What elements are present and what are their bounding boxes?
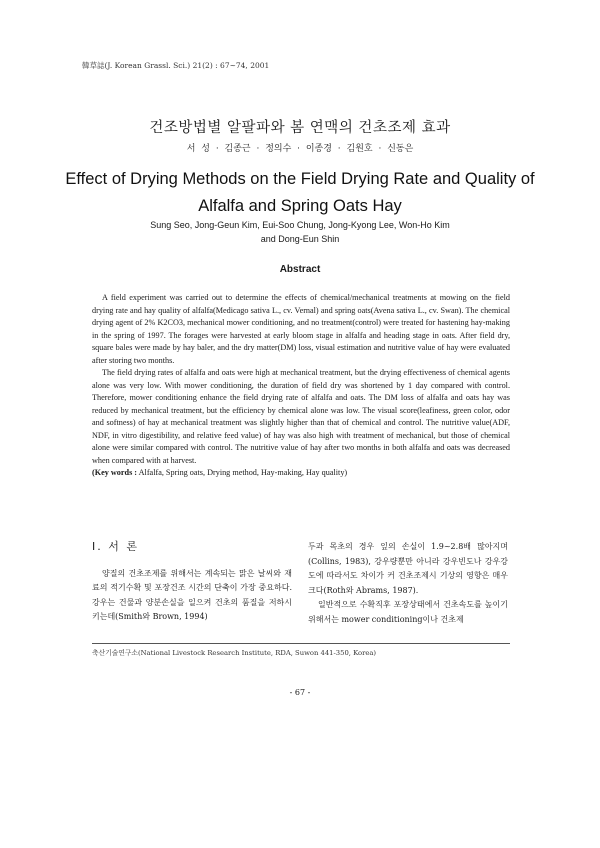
page-number: - 67 - [289, 688, 311, 697]
footnote-affiliation: 축산기술연구소(National Livestock Research Institute, RDA, Suwon 441-350, Korea) [92, 649, 377, 657]
authors-english-line1: Sung Seo, Jong-Geun Kim, Eui-Soo Chung, Jong-Kyong Lee, Won-Ho Kim [150, 220, 450, 230]
keywords-text: Alfalfa, Spring oats, Drying method, Hay-making, Hay quality) [138, 468, 348, 477]
abstract-heading: Abstract [279, 264, 321, 275]
abstract-paragraph-2: The field drying rates of alfalfa and oats were high at mechanical treatment, but the drying effectiveness of chemical agents alone was very low. With mower conditioning, the duration of field dry was shortened by 1 day compared with control. Therefore, mower conditioning enhance the field drying rate of alfalfa and oats. The DM loss of alfalfa and oats hay was reduced by mechanical treatment, but the efficiency by chemical alone was low. The visual score(leafiness, green color, odor and softness) of hay at mechanical treatment was slightly higher than that of chemical and control. The nutritive value(ADF, NDF, in vitro digestibility, and relative feed value) of hay was also high with treatment of mechanical, but those of chemical alone were similar compared with control. The nutritive value of hay after two months in both alfalfa and oats was decreased when compared with at harvest. [92, 368, 510, 465]
left-column [92, 540, 292, 625]
right-column-paragraph-1: 두과 목초의 경우 잎의 손실이 1.9~2.8배 많아지며(Collins, 1983), 강우량뿐만 아니라 강우빈도나 강우강도에 따라서도 차이가 커 건초조제시 기상의 영향은 매우 크다(Roth와 Abrams, 1987). [308, 542, 508, 595]
abstract-paragraph-1: A field experiment was carried out to determine the effects of chemical/mechanical treatments at mowing on the field drying rate and hay quality of alfalfa(Medicago sativa L., cv. Vernal) and spring oats(Avena sativa L., cv. Swan). The chemical drying agent of 2% K2CO3, mechanical mower conditioning, and no treatment(control) were treated for hastening hay-making in the spring of 1997. The forages were harvested at early bloom stage in alfalfa and heading stage in oats. After field dry, square bales were made by hay baler, and the dry matter(DM) loss, visual estimation and nutritive value of hay were evaluated after storing two months. [92, 293, 510, 365]
section-title-introduction: Ⅰ. 서 론 [92, 540, 139, 553]
title-korean: 건조방법별 알팔파와 봄 연맥의 건초조제 효과 [149, 120, 451, 136]
right-column [308, 540, 508, 627]
abstract-body [92, 292, 510, 480]
left-column-paragraph: 양질의 건초조제를 위해서는 계속되는 맑은 날씨와 재료의 적기수확 및 포장건조 시간의 단축이 가장 중요하다. 강우는 건물과 양분손실을 일으켜 건초의 품질을 저하시키는데(Smith와 Brown, 1994) [92, 568, 292, 621]
title-english: Effect of Drying Methods on the Field Drying Rate and Quality of Alfalfa and Spring Oats Hay [65, 170, 535, 215]
authors-english [80, 218, 520, 246]
footnote-divider [92, 643, 510, 644]
authors-korean: 서 성 · 김종근 · 정의수 · 이종경 · 김원호 · 신동은 [186, 144, 414, 154]
journal-reference: 韓草誌(J. Korean Grassl. Sci.) 21(2) : 67~74, 2001 [82, 61, 270, 70]
keywords [92, 467, 510, 480]
right-column-paragraph-2: 일반적으로 수확직후 포장상태에서 건초속도를 높이기 위해서는 mower conditioning이나 건초제 [308, 600, 508, 624]
keywords-label: (Key words : [92, 468, 138, 477]
authors-english-line2: and Dong-Eun Shin [260, 234, 340, 244]
